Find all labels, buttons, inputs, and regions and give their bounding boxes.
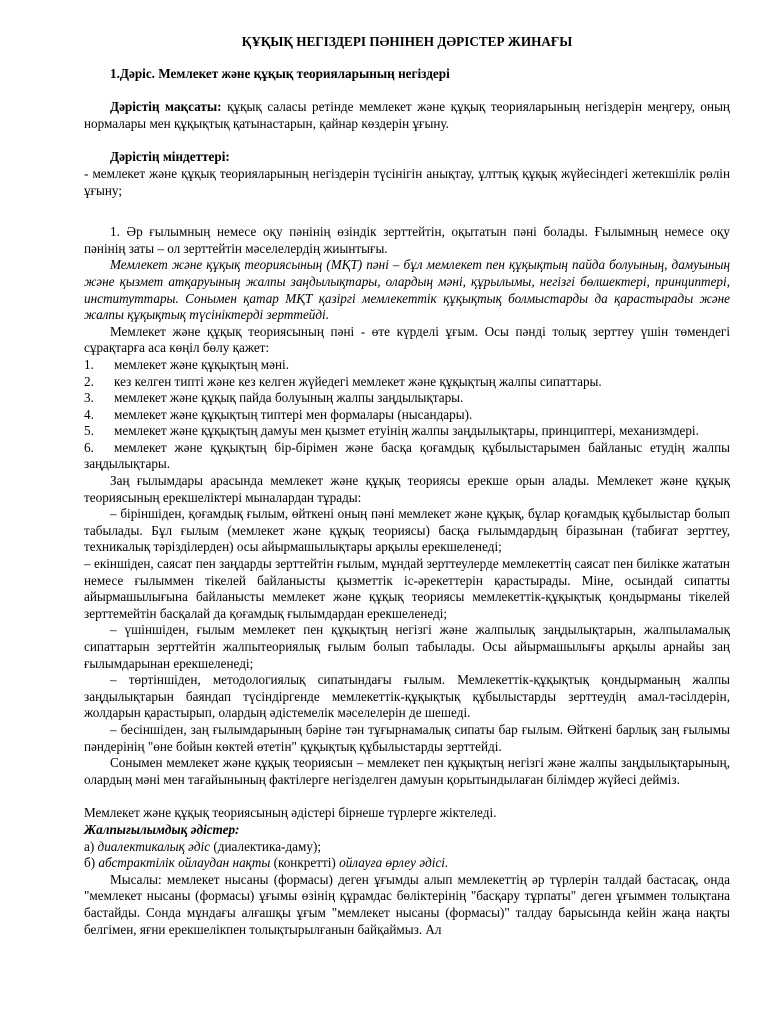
method-a-prefix: а)	[84, 838, 98, 854]
list-item-number: 5.	[84, 423, 94, 439]
paragraph-feature-second: – екіншіден, саясат пен заңдарды зерттейтін ғылым, мұндай зерттеулерде мемлекеттің саясат пен билікке жататын немесе ғылыммен тікелей байланысты қызметтік іс-әрекеттерін қарастырады. Міне, осындай сипатты айырмашылығына байланысты мемлекет және құқық теориясы мемлекеттік-құқықтық қондырманы тікелей зерттемейтін басқалай да қоғамдық ғылымдардан ерекшеленеді;	[84, 556, 730, 621]
questions-list	[84, 357, 730, 473]
list-item-text: кез келген типті және кез келген жүйедегі мемлекет және құқықтың жалпы сипаттары.	[114, 373, 602, 389]
paragraph-feature-fifth: – бесіншіден, заң ғылымдарының бәріне тән тұғырнамалық сипаты бар ғылым. Өйткені барлық заң ғылымы пәндерінің "өне бойын көктей өтетін" құқықтық құбылыстарды зерттейді.	[84, 721, 730, 754]
list-item	[84, 390, 730, 407]
lecture-title: 1.Дәріс. Мемлекет және құқық теорияларының негіздері	[110, 65, 450, 81]
tasks-text: - мемлекет және құқық теорияларының негіздерін түсінігін анықтау, ұлттық құқық жүйесіндегі жетекшілік рөлін ұғыну;	[84, 165, 730, 198]
list-item	[84, 357, 730, 374]
list-item-number: 4.	[84, 406, 94, 422]
method-b-mid: (конкретті)	[270, 855, 340, 871]
list-item	[84, 407, 730, 424]
list-item-text: мемлекет және құқықтың типтері мен формалары (нысандары).	[114, 406, 473, 422]
list-item	[0, 423, 730, 440]
list-item-number: 1.	[84, 356, 94, 372]
list-item-number: 6.	[84, 439, 94, 455]
paragraph-mqt-subject: Мемлекет және құқық теориясының (МҚТ) пәні – бұл мемлекет пен құқықтың пайда болуының, дамуының және қызмет атқаруының жалпы заңдылықтары, олардың мәні, құрылымы, негізгі бөлшектері, принциптері, институттары. Сонымен қатар МҚТ қазіргі мемлекеттік құқықтық болмыстарды да қарастырады және жалпы құқықтық түсініктерді зерттейді.	[84, 257, 730, 323]
aim-text: құқық саласы ретінде мемлекет және құқық теорияларының негіздерін меңгеру, оның нормалары мен құқықтық қатынастарын, қайнар көздерін ұғыну.	[84, 99, 730, 131]
list-item-text: мемлекет және құқықтың мәні.	[114, 356, 290, 372]
list-item	[84, 374, 730, 391]
method-a-name: диалектикалық әдіс	[97, 838, 211, 854]
document-title: ҚҰҚЫҚ НЕГІЗДЕРІ ПӘНІНЕН ДӘРІСТЕР ЖИНАҒЫ	[241, 34, 573, 49]
method-b-name-1: абстрактілік ойлаудан нақты	[98, 855, 271, 871]
paragraph-questions-intro: Мемлекет және құқық теориясының пәні - өте күрделі ұғым. Осы пәнді толық зерттеу үшін төмендегі сұрақтарға аса көңіл бөлу қажет:	[84, 323, 730, 356]
list-item-text: мемлекет және құқық пайда болуының жалпы заңдылықтары.	[114, 390, 464, 406]
aim-label: Дәрістің мақсаты:	[110, 99, 222, 115]
method-b-prefix: б)	[84, 855, 99, 871]
method-b-name-2: ойлауға өрлеу әдісі.	[339, 855, 449, 871]
list-item-text: мемлекет және құқықтың бір-бірімен және басқа қоғамдық құбылыстарымен байланыс етудің жалпы заңдылықтары.	[84, 439, 730, 472]
paragraph-features-intro: Заң ғылымдары арасында мемлекет және құқық теориясы ерекше орын алады. Мемлекет және құқық теориясының ерекшеліктері мыналардан тұрады:	[84, 473, 730, 505]
paragraph-example: Мысалы: мемлекет нысаны (формасы) деген ұғымды алып мемлекеттің әр түрлерін талдай бастасақ, онда "мемлекет нысаны (формасы) ұғымы өзінің құрамдас бөліктерінің "басқару тұрпаты" деген ұғыммен толықтана бастайды. Сонда мұндағы алғашқы ұғым "мемлекет нысаны (формасы)" талдау барысында кейін жаңа нақты белгімен, яғни ерекшелікпен толықтырылғанын байқаймыз. Ал	[84, 871, 730, 937]
list-item-number: 2.	[84, 373, 94, 389]
list-item-text: мемлекет және құқықтың дамуы мен қызмет етуінің жалпы заңдылықтары, принциптері, механизмдері.	[114, 423, 699, 439]
paragraph-methods-intro: Мемлекет және құқық теориясының әдістері бірнеше түрлерге жіктеледі.	[84, 805, 497, 821]
method-a	[84, 839, 730, 856]
lecture-aim	[84, 99, 730, 132]
paragraph-feature-fourth: – төртіншіден, методологиялық сипатындағы ғылым. Мемлекеттік-құқықтық қондырманың жалпы заңдылықтарын баяндап түсіндіргенде мемлекеттік-құқықтық құбылыстарды зерттеудің амал-тәсілдерін, жолдарын қарастырып, олардың әдістемелік мәселелерін де шешеді.	[84, 672, 730, 721]
tasks-label: Дәрістің міндеттері:	[110, 149, 230, 165]
paragraph-feature-third: – үшіншіден, ғылым мемлекет пен құқықтың негізгі және жалпылық заңдылықтарын, жалпыламалық сипаттарын зерттейтін жалпытеориялық ғылым болып табылады. Осы айырмашылығы арқылы арнайы заң ғылымдарынан ерекшеленеді;	[84, 622, 730, 671]
list-item	[84, 440, 730, 473]
method-b	[84, 855, 730, 872]
general-methods-heading: Жалпығылымдық әдістер:	[84, 821, 240, 837]
method-a-rest: (диалектика-даму);	[210, 838, 321, 854]
paragraph-feature-first: – біріншіден, қоғамдық ғылым, өйткені оның пәні мемлекет және құқық, бұлар қоғамдық құбылыстар болып табылады. Бұл ғылым (мемлекет және құқық теориясы) басқа ғылымдардың біразынан (табиғат зерттеу, техникалық тәрізділерден) осы айырмашылықтары арқылы ерекшеленеді;	[84, 506, 730, 555]
paragraph-subject: 1. Әр ғылымның немесе оқу пәнінің өзіндік зерттейтін, оқытатын пәні болады. Ғылымның немесе оқу пәнінің заты – ол зерттейтін мәселелердің жиынтығы.	[84, 224, 730, 256]
paragraph-definition: Сонымен мемлекет және құқық теориясын – мемлекет пен құқықтың негізгі және жалпы заңдылықтарының, олардың мәні мен тағайынының фактілерге негізделген дамуын қорытындылаған білімдер жүйесі дейміз.	[84, 755, 730, 787]
list-item-number: 3.	[84, 390, 94, 406]
